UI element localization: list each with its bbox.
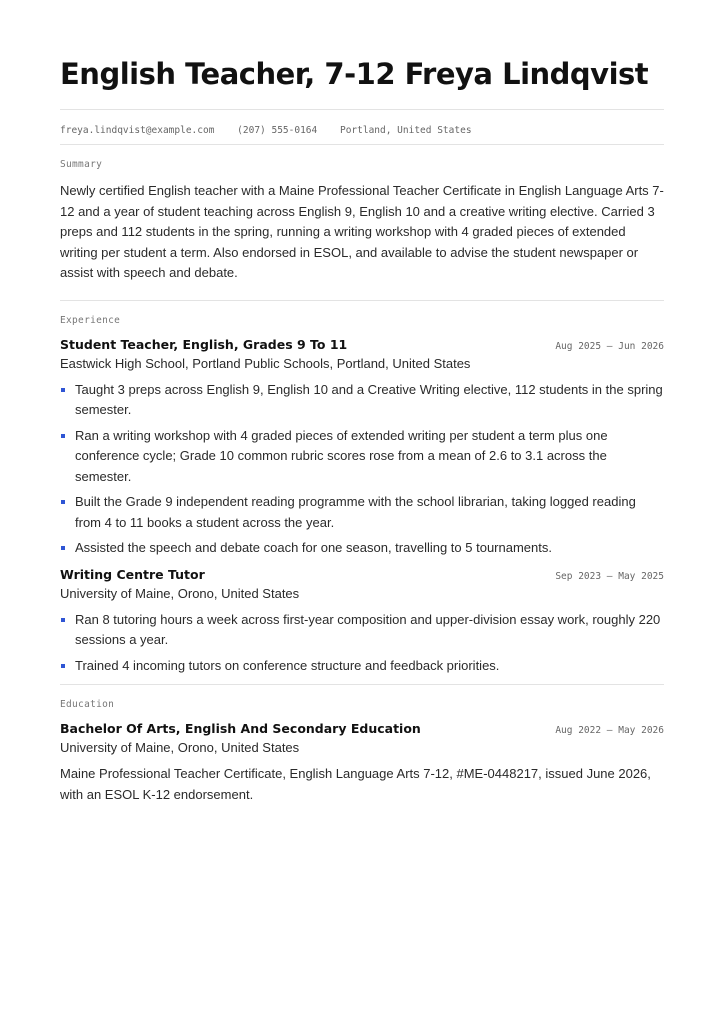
experience-section: [60, 301, 664, 677]
job-entry: [60, 567, 664, 677]
job-title: Writing Centre Tutor: [60, 566, 205, 582]
job-bullet: Trained 4 incoming tutors on conference structure and feedback priorities.: [60, 656, 664, 677]
experience-heading: Experience: [60, 314, 121, 326]
contact-location: Portland, United States: [339, 125, 472, 136]
job-bullet: Assisted the speech and debate coach for one season, travelling to 5 tournaments.: [60, 538, 664, 559]
summary-text: Newly certified English teacher with a Maine Professional Teacher Certificate in English Language Arts 7-12 and a year of student teaching across English 9, English 10 and a creative writing elective. Carried 3 preps and 112 students in the spring, running a writing workshop with 4 graded pieces of extended writing per student a term. Also endorsed in ESOL, and available to advise the student newspaper or assist with speech and debate.: [60, 183, 664, 280]
job-bullet: Built the Grade 9 independent reading programme with the school librarian, taking logged reading from 4 to 11 books a student across the year.: [60, 492, 664, 533]
education-dates: Aug 2022 – May 2026: [555, 725, 664, 736]
job-header: [60, 337, 664, 352]
job-header: [60, 567, 664, 582]
education-section: [60, 685, 664, 805]
job-dates: Aug 2025 – Jun 2026: [555, 340, 664, 352]
job-organization: University of Maine, Orono, United States: [60, 585, 300, 601]
education-heading: Education: [60, 699, 115, 710]
job-dates: Sep 2023 – May 2025: [555, 570, 664, 582]
job-entry: [60, 337, 664, 559]
job-bullet-list: [60, 610, 664, 677]
contact-email: freya.lindqvist@example.com: [60, 125, 215, 136]
contact-line: [60, 110, 664, 144]
contact-phone: (207) 555-0164: [237, 125, 318, 136]
job-organization: Eastwick High School, Portland Public Schools, Portland, United States: [60, 355, 471, 371]
school-name: University of Maine, Orono, United States: [60, 740, 300, 755]
job-bullet: Ran a writing workshop with 4 graded pieces of extended writing per student a term plus one conference cycle; Grade 10 common rubric scores rose from a mean of 2.6 to 3.1 across the semester.: [60, 426, 664, 488]
job-bullet: Ran 8 tutoring hours a week across first-year composition and upper-division essay work, roughly 220 sessions a year.: [60, 610, 664, 651]
job-bullet: Taught 3 preps across English 9, English 10 and a Creative Writing elective, 112 students in the spring semester.: [60, 380, 664, 421]
education-note: Maine Professional Teacher Certificate, English Language Arts 7-12, #ME-0448217, issued June 2026, with an ESOL K-12 endorsement.: [60, 766, 651, 802]
job-title: Student Teacher, English, Grades 9 To 11: [60, 336, 348, 352]
summary-section: [60, 145, 664, 284]
education-header: [60, 721, 664, 736]
job-bullet-list: [60, 380, 664, 559]
summary-heading: Summary: [60, 159, 103, 170]
page-title: English Teacher, 7-12 Freya Lindqvist: [60, 57, 649, 91]
degree-title: Bachelor Of Arts, English And Secondary Education: [60, 721, 421, 736]
